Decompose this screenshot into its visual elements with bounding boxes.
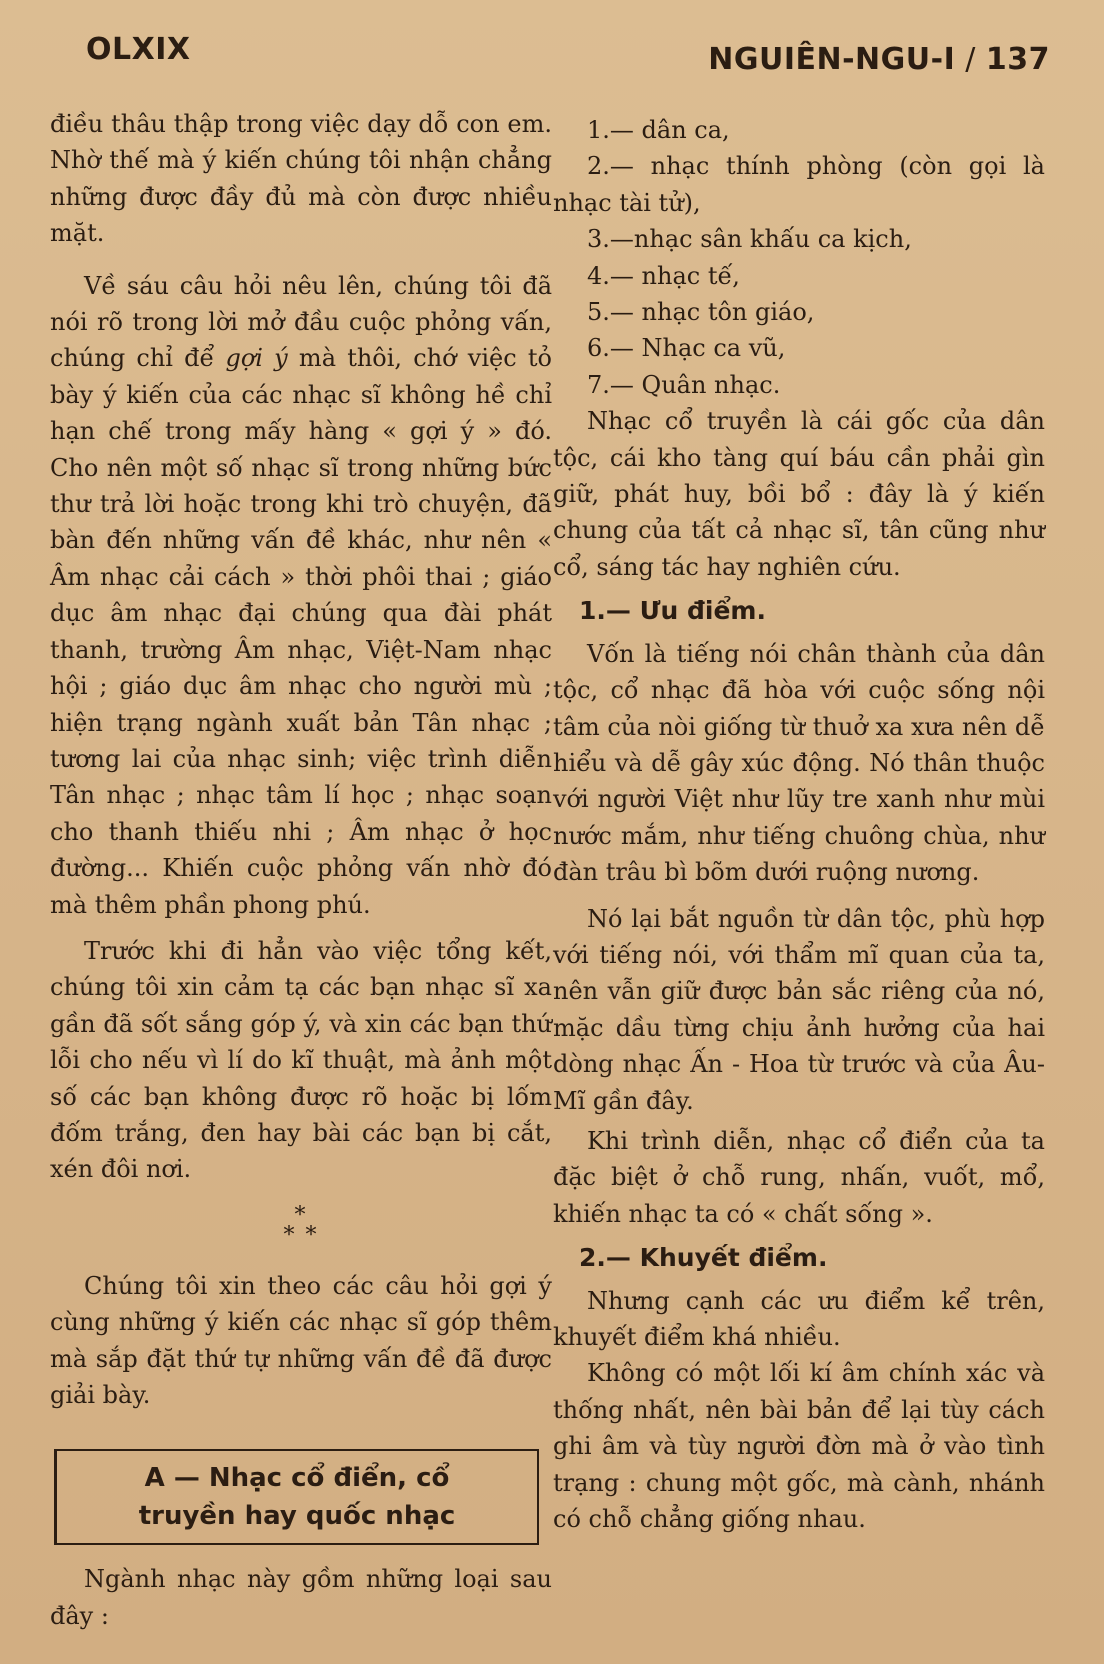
page-code: OLXIX [86, 32, 191, 67]
right-column [553, 112, 1045, 1537]
list-item: 5.— nhạc tôn giáo, [587, 298, 815, 327]
paragraph-text: mà thôi, chớ việc tỏ bày ý kiến của các nhạc sĩ không hề chỉ hạn chế trong mấy hàng « gợi ý » đó. Cho nên một số nhạc sĩ trong những bức thư trả lời hoặc trong khi trò chuyện, đã bàn đến những vấn đề khác, như nên « Âm nhạc cải cách » thời phôi thai ; giáo dục âm nhạc đại chúng qua đài phát thanh, trường Âm nhạc, Việt-Nam nhạc hội ; giáo dục âm nhạc cho người mù ; hiện trạng ngành xuất bản Tân nhạc ; tương lai của nhạc sinh; việc trình diễn Tân nhạc ; nhạc tâm lí học ; nhạc soạn cho thanh thiếu nhi ; Âm nhạc ở học đường... Khiến cuộc phỏng vấn nhờ đó mà thêm phần phong phú. [50, 344, 552, 919]
section-separator [50, 1202, 552, 1248]
page-number: 137 [985, 42, 1050, 77]
boxed-section-title [54, 1449, 539, 1545]
list-item: 1.— dân ca, [587, 116, 730, 144]
box-title-line: truyền hay quốc nhạc [138, 1501, 456, 1532]
paragraph: Nó lại bắt nguồn từ dân tộc, phù hợp với tiếng nói, với thẩm mĩ quan của ta, nên vẫn giữ được bản sắc riêng của nó, mặc dầu từng chịu ảnh hưởng của hai dòng nhạc Ấn - Hoa từ trước và của Âu-Mĩ gần đây. [553, 904, 1045, 1115]
list-item: 6.— Nhạc ca vũ, [587, 334, 786, 363]
header-separator: / [965, 42, 976, 77]
running-title: NGUIÊN-NGU-I [708, 42, 956, 77]
left-column [50, 106, 552, 1634]
separator-stars: * * [283, 1222, 319, 1248]
paragraph: điều thâu thập trong việc dạy dỗ con em. Nhờ thế mà ý kiến chúng tôi nhận chẳng những được đầy đủ mà còn được nhiều mặt. [50, 110, 552, 248]
box-title-line: A — Nhạc cổ điển, cổ [144, 1463, 450, 1494]
section-heading: 1.— Ưu điểm. [579, 596, 766, 626]
list-item: 2.— nhạc thính phòng (còn gọi là nhạc tài tử), [553, 152, 1045, 217]
page-header [80, 28, 1060, 84]
paragraph: Ngành nhạc này gồm những loại sau đây : [50, 1565, 552, 1630]
paragraph: Trước khi đi hẳn vào việc tổng kết, chúng tôi xin cảm tạ các bạn nhạc sĩ xa gần đã sốt sắng góp ý, và xin các bạn thứ lỗi cho nếu vì lí do kĩ thuật, mà ảnh một số các bạn không được rõ hoặc bị lốm đốm trắng, đen hay bài các bạn bị cắt, xén đôi nơi. [50, 936, 552, 1184]
paragraph: Khi trình diễn, nhạc cổ điển của ta đặc biệt ở chỗ rung, nhấn, vuốt, mổ, khiến nhạc ta có « chất sống ». [553, 1126, 1045, 1228]
paragraph: Không có một lối kí âm chính xác và thống nhất, nên bài bản để lại tùy cách ghi âm và tùy người đờn mà ở vào tình trạng : chung một gốc, mà cành, nhánh có chỗ chẳng giống nhau. [553, 1359, 1045, 1534]
paragraph [50, 268, 552, 923]
paragraph: Nhưng cạnh các ưu điểm kể trên, khuyết điểm khá nhiều. [553, 1286, 1045, 1351]
section-heading: 2.— Khuyết điểm. [579, 1243, 828, 1273]
running-header [708, 42, 1050, 77]
separator-star: * [294, 1202, 308, 1228]
list-item: 3.—nhạc sân khấu ca kịch, [587, 225, 912, 254]
paragraph: Chúng tôi xin theo các câu hỏi gợi ý cùng những ý kiến các nhạc sĩ góp thêm mà sắp đặt thứ tự những vấn đề đã được giải bày. [50, 1271, 552, 1409]
paragraph: Nhạc cổ truyền là cái gốc của dân tộc, cái kho tàng quí báu cần phải gìn giữ, phát huy, bồi bổ : đây là ý kiến chung của tất cả nhạc sĩ, tân cũng như cổ, sáng tác hay nghiên cứu. [553, 407, 1045, 581]
list-item: 4.— nhạc tế, [587, 261, 740, 290]
list-item: 7.— Quân nhạc. [587, 370, 781, 399]
emphasis-text: gợi ý [225, 344, 288, 373]
paragraph-text: Về sáu câu hỏi nêu lên, chúng tôi đã nói rõ trong lời mở đầu cuộc phỏng vấn, chúng chỉ để [50, 271, 552, 373]
paragraph: Vốn là tiếng nói chân thành của dân tộc, cổ nhạc đã hòa với cuộc sống nội tâm của nòi giống từ thuở xa xưa nên dễ hiểu và dễ gây xúc động. Nó thân thuộc với người Việt như lũy tre xanh như mùi nước mắm, như tiếng chuông chùa, như đàn trâu bì bõm dưới ruộng nương. [553, 639, 1045, 887]
